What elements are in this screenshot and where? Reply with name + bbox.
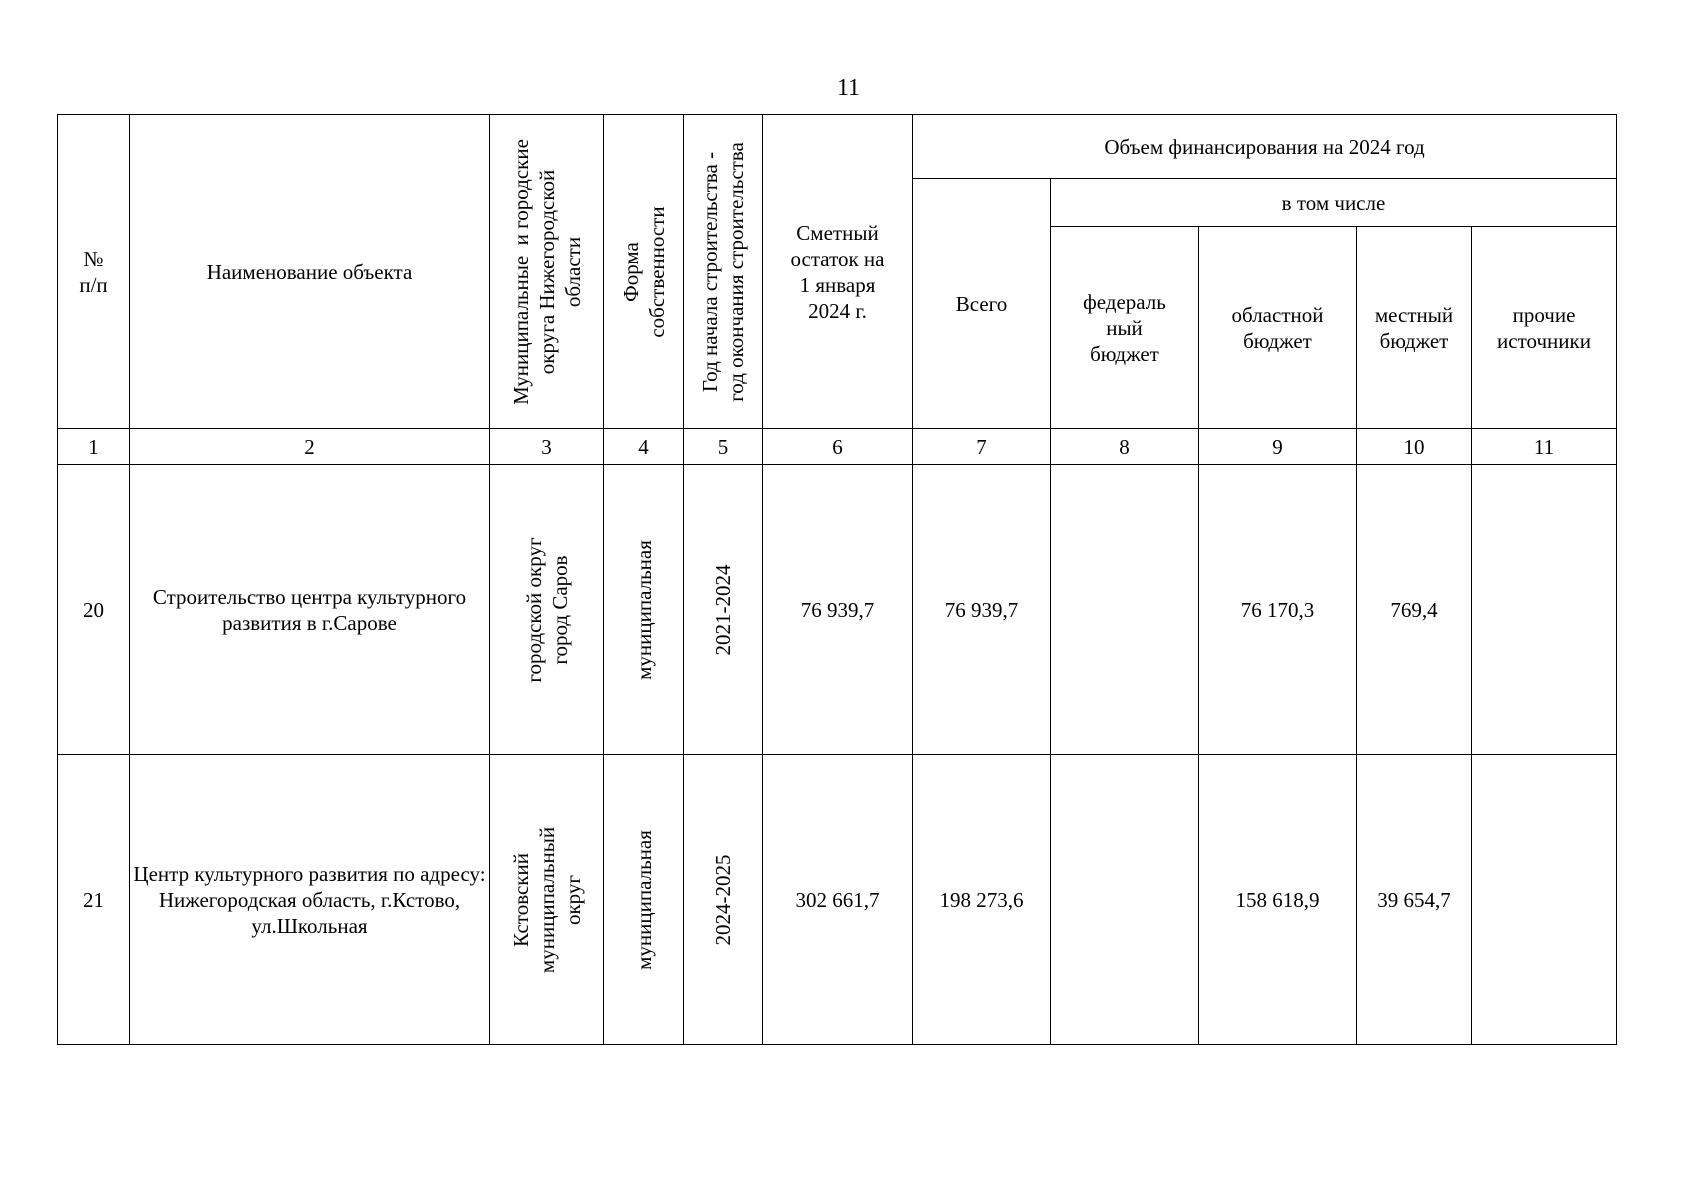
column-number: 10 [1357,429,1472,465]
remaining-cell: 76 939,7 [763,465,913,755]
header-local: местный бюджет [1357,227,1472,429]
column-number: 9 [1199,429,1357,465]
header-municipality: Муниципальные и городские округа Нижегородской области [490,115,604,429]
local-cell: 39 654,7 [1357,755,1472,1045]
header-ownership: Форма собственности [604,115,684,429]
other-cell [1472,465,1617,755]
page-number: 11 [836,75,861,101]
header-federal: федераль ный бюджет [1051,227,1199,429]
header-years: Год начала строительства - год окончания строительства [684,115,763,429]
header-total: Всего [913,179,1051,429]
header-funding-group: Объем финансирования на 2024 год [913,115,1617,179]
column-number-row [58,429,1617,465]
header-object-name: Наименование объекта [130,115,490,429]
object-name: Строительство центра культурного развития в г.Сарове [130,465,490,755]
table-row [58,465,1617,755]
row-number: 20 [58,465,130,755]
column-number: 3 [490,429,604,465]
column-number: 2 [130,429,490,465]
other-cell [1472,755,1617,1045]
municipality-cell: городской округ город Саров [490,465,604,755]
header-remaining: Сметный остаток на 1 января 2024 г. [763,115,913,429]
header-other: прочие источники [1472,227,1617,429]
total-cell: 76 939,7 [913,465,1051,755]
column-number: 6 [763,429,913,465]
header-regional: областной бюджет [1199,227,1357,429]
regional-cell: 158 618,9 [1199,755,1357,1045]
column-number: 4 [604,429,684,465]
column-number: 5 [684,429,763,465]
years-cell: 2021-2024 [684,465,763,755]
row-number: 21 [58,755,130,1045]
column-number: 11 [1472,429,1617,465]
table-row [58,755,1617,1045]
years-cell: 2024-2025 [684,755,763,1045]
financing-table [57,114,1617,1045]
column-number: 7 [913,429,1051,465]
federal-cell [1051,755,1199,1045]
federal-cell [1051,465,1199,755]
column-number: 8 [1051,429,1199,465]
ownership-cell: муниципальная [604,755,684,1045]
header-including: в том числе [1051,179,1617,227]
object-name: Центр культурного развития по адресу: Нижегородская область, г.Кстово, ул.Школьная [130,755,490,1045]
municipality-cell: Кстовский муниципальный округ [490,755,604,1045]
remaining-cell: 302 661,7 [763,755,913,1045]
column-number: 1 [58,429,130,465]
regional-cell: 76 170,3 [1199,465,1357,755]
ownership-cell: муниципальная [604,465,684,755]
local-cell: 769,4 [1357,465,1472,755]
header-no: № п/п [58,115,130,429]
total-cell: 198 273,6 [913,755,1051,1045]
